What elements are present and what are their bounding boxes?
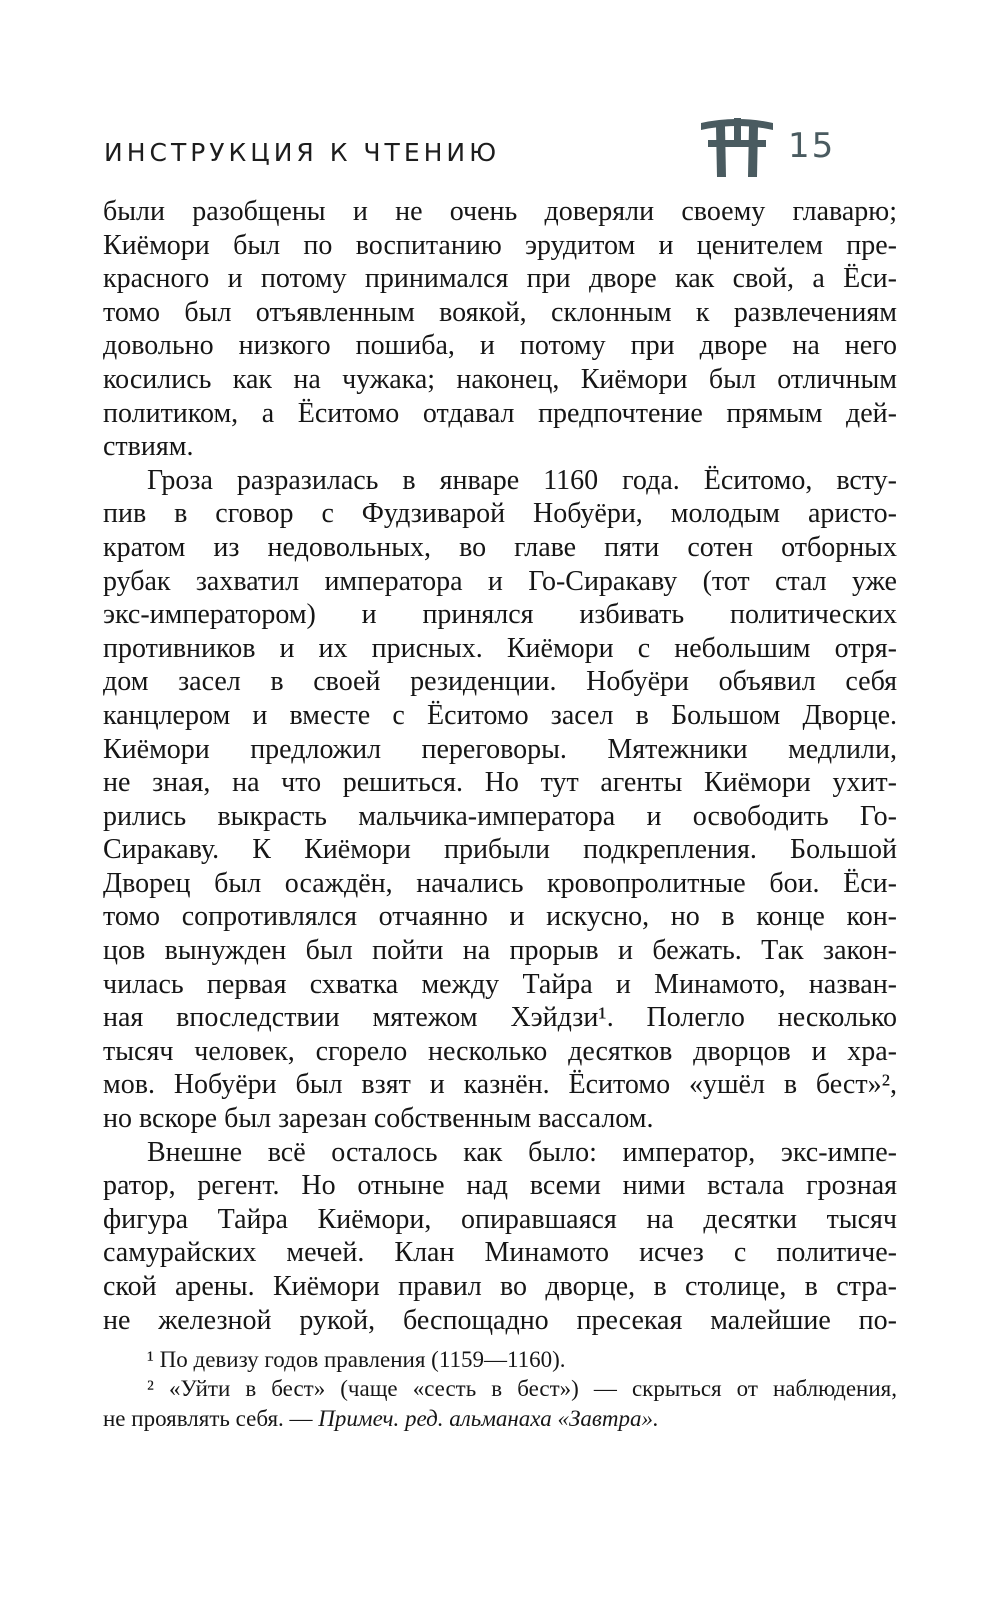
body-line: томо был отъявленным воякой, склонным к развлечениям (103, 296, 897, 328)
body-line: фигура Тайра Киёмори, опиравшаяся на десятки тысяч (103, 1203, 897, 1235)
body-line: мов. Нобуёри был взят и казнён. Ёситомо «ушёл в бест»², (103, 1069, 897, 1101)
body-line: томо сопротивлялся отчаянно и искусно, но в конце кон- (103, 901, 897, 933)
page-number: 15 (788, 126, 836, 166)
body-line: не зная, на что решиться. Но тут агенты Киёмори ухит- (103, 767, 897, 799)
body-line: ской арены. Киёмори правил во дворце, в столице, в стра- (103, 1271, 897, 1302)
body-text (103, 195, 897, 1337)
body-line: Сиракаву. К Киёмори прибыли подкрепления. Большой (103, 834, 897, 866)
torii-gate-icon (700, 114, 774, 178)
body-line: пив в сговор с Фудзиварой Нобуёри, молодым аристо- (103, 498, 897, 530)
body-line: политиком, а Ёситомо отдавал предпочтение прямым дей- (103, 397, 897, 429)
body-line: канцлером и вместе с Ёситомо засел в Большом Дворце. (103, 699, 897, 731)
body-line: рубак захватил императора и Го-Сиракаву (тот стал уже (103, 565, 897, 597)
body-line: Дворец был осаждён, начались кровопролитные бои. Ёси- (103, 867, 897, 899)
footnote-text: не проявлять себя. — (103, 1405, 319, 1431)
body-line: ная впоследствии мятежом Хэйдзи¹. Полегло несколько (103, 1002, 897, 1034)
body-line: самурайских мечей. Клан Минамото исчез с политиче- (103, 1237, 897, 1269)
body-line: кратом из недовольных, во главе пяти сотен отборных (103, 531, 897, 563)
footnote-line (103, 1374, 897, 1403)
body-line: Киёмори был по воспитанию эрудитом и ценителем пре- (103, 229, 897, 261)
footnotes (103, 1345, 897, 1433)
body-line: Гроза разразилась в январе 1160 года. Ёситомо, всту- (147, 464, 897, 496)
body-line: косились как на чужака; наконец, Киёмори был отличным (103, 363, 897, 395)
body-line: Киёмори предложил переговоры. Мятежники медлили, (103, 733, 897, 765)
body-line: ратор, регент. Но отныне над всеми ними встала грозная (103, 1170, 897, 1202)
footnote-attribution: Примеч. ред. альманаха «Завтра». (318, 1405, 659, 1431)
body-line: экс-императором) и принялся избивать политических (103, 599, 897, 631)
footnote-line (103, 1404, 897, 1433)
body-line: Внешне всё осталось как было: император, экс-импе- (147, 1136, 897, 1168)
body-line: красного и потому принимался при дворе как свой, а Ёси- (103, 263, 897, 295)
body-line: довольно низкого пошиба, и потому при дворе на него (103, 330, 897, 362)
body-line: рились выкрасть мальчика-императора и освободить Го- (103, 800, 897, 832)
footnote-text: ¹ По девизу годов правления (1159—1160). (147, 1347, 566, 1372)
body-line: но вскоре был зарезан собственным вассалом. (103, 1103, 654, 1135)
body-line: были разобщены и не очень доверяли своему главарю; (103, 196, 897, 227)
body-line: цов вынужден был пойти на прорыв и бежать. Так закон- (103, 935, 897, 967)
footnote-text: ² «Уйти в бест» (чаще «сесть в бест») — скрыться от наблюдения, (147, 1376, 897, 1402)
body-line: дом засел в своей резиденции. Нобуёри объявил себя (103, 666, 897, 698)
running-head: ИНСТРУКЦИЯ К ЧТЕНИЮ (104, 138, 501, 167)
body-line: тысяч человек, сгорело несколько десятков дворцов и хра- (103, 1035, 897, 1067)
body-line: противников и их присных. Киёмори с небольшим отря- (103, 632, 897, 664)
footnote-line (103, 1345, 897, 1374)
body-line: ствиям. (103, 431, 194, 463)
body-line: не железной рукой, беспощадно пресекая малейшие по- (103, 1304, 897, 1336)
body-line: чилась первая схватка между Тайра и Минамото, назван- (103, 968, 897, 1000)
